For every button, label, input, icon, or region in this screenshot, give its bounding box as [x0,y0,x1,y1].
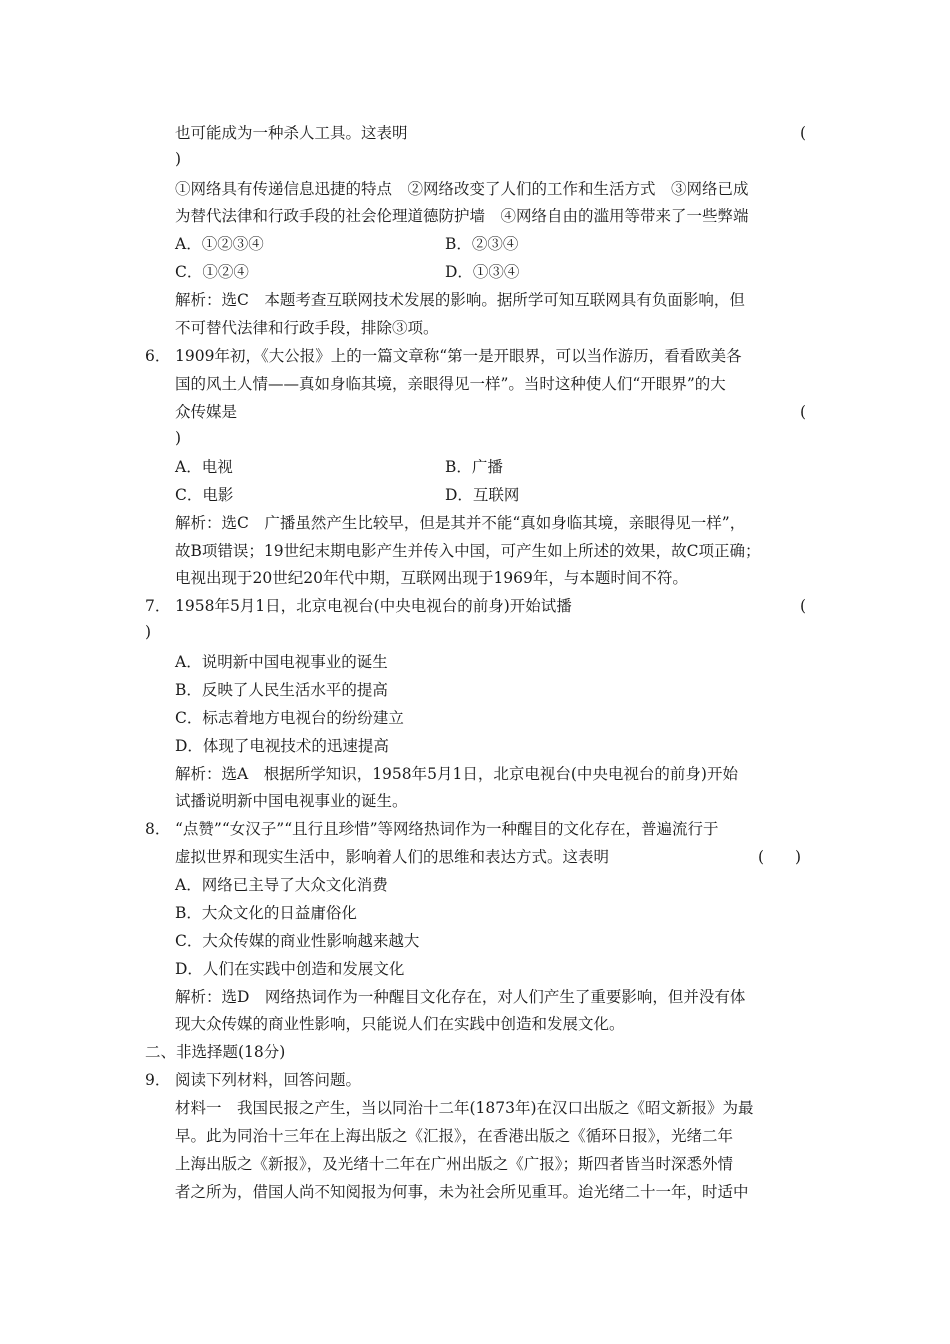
q5-option-c: C．①②④ [175,263,249,281]
q6-answer-paren-open: ( [800,403,807,421]
q7-answer-paren-close: ) [145,623,152,641]
q5-items-line1: ①网络具有传递信息迅捷的特点 ②网络改变了人们的工作和生活方式 ③网络已成 [175,180,749,198]
q7-option-d: D．体现了电视技术的迅速提高 [175,737,389,755]
q6-option-c: C．电影 [175,486,234,504]
q8-stem-line2: 虚拟世界和现实生活中，影响着人们的思维和表达方式。这表明 [175,848,610,866]
q7-analysis-line2: 试播说明新中国电视事业的诞生。 [175,792,408,810]
q6-number: 6． [145,347,171,365]
q8-analysis-line2: 现大众传媒的商业性影响，只能说人们在实践中创造和发展文化。 [175,1015,625,1033]
q6-analysis-line3: 电视出现于20世纪20年代中期，互联网出现于1969年，与本题时间不符。 [175,569,688,587]
q8-option-b: B．大众文化的日益庸俗化 [175,904,357,922]
q9-material-line4: 者之所为，借国人尚不知阅报为何事，未为社会所见重耳。迨光绪二十一年，时适中 [175,1183,749,1201]
q9-material-line2: 早。此为同治十三年在上海出版之《汇报》，在香港出版之《循环日报》，光绪二年 [175,1127,734,1145]
q7-answer-paren-open: ( [800,597,807,615]
q5-items-line2: 为替代法律和行政手段的社会伦理道德防护墙 ④网络自由的滥用等带来了一些弊端 [175,207,749,225]
q7-option-a: A．说明新中国电视事业的诞生 [175,653,388,671]
q7-number: 7． [145,597,171,615]
q6-stem-line1: 1909年初，《大公报》上的一篇文章称“第一是开眼界，可以当作游历，看看欧美各 [175,347,742,365]
q8-option-c: C．大众传媒的商业性影响越来越大 [175,932,420,950]
q9-material-line1: 材料一 我国民报之产生，当以同治十二年(1873年)在汉口出版之《昭文新报》为最 [175,1099,754,1117]
q5-option-d: D．①③④ [445,263,520,281]
q7-stem: 1958年5月1日，北京电视台(中央电视台的前身)开始试播 [175,597,572,615]
q6-stem-line2: 国的风土人情——真如身临其境，亲眼得见一样”。当时这种使人们“开眼界”的大 [175,375,726,393]
q7-analysis-line1: 解析：选A 根据所学知识，1958年5月1日，北京电视台(中央电视台的前身)开始 [175,765,738,783]
q5-answer-paren-open: ( [800,124,807,142]
q5-option-b: B．②③④ [445,235,519,253]
q6-stem-line3: 众传媒是 [175,403,238,421]
q5-analysis-line1: 解析：选C 本题考查互联网技术发展的影响。据所学可知互联网具有负面影响，但 [175,291,745,309]
section-heading: 二、非选择题(18分) [145,1043,286,1061]
q7-option-b: B．反映了人民生活水平的提高 [175,681,388,699]
q8-number: 8． [145,820,171,838]
q8-option-d: D．人们在实践中创造和发展文化 [175,960,405,978]
q9-number: 9． [145,1071,171,1089]
q8-option-a: A．网络已主导了大众文化消费 [175,876,388,894]
q5-answer-paren-close: ) [175,150,182,168]
q7-option-c: C．标志着地方电视台的纷纷建立 [175,709,404,727]
q8-answer-paren: ( ) [758,848,802,866]
q6-option-b: B．广播 [445,458,503,476]
q9-material-line3: 上海出版之《新报》，及光绪十二年在广州出版之《广报》；斯四者皆当时深悉外情 [175,1155,734,1173]
q5-analysis-line2: 不可替代法律和行政手段，排除③项。 [175,319,439,337]
q6-option-a: A．电视 [175,458,233,476]
q6-analysis-line2: 故B项错误；19世纪末期电影产生并传入中国，可产生如上所述的效果，故C项正确； [175,542,761,560]
q6-answer-paren-close: ) [175,429,182,447]
q8-stem-line1: “点赞”“女汉子”“且行且珍惜”等网络热词作为一种醒目的文化存在，普遍流行于 [175,820,719,838]
q6-option-d: D．互联网 [445,486,520,504]
q6-analysis-line1: 解析：选C 广播虽然产生比较早，但是其并不能“真如身临其境，亲眼得见一样”， [175,514,746,532]
q9-stem: 阅读下列材料，回答问题。 [175,1071,362,1089]
q5-stem: 也可能成为一种杀人工具。这表明 [175,124,408,142]
q8-analysis-line1: 解析：选D 网络热词作为一种醒目文化存在，对人们产生了重要影响，但并没有体 [175,988,746,1006]
q5-option-a: A．①②③④ [175,235,264,253]
